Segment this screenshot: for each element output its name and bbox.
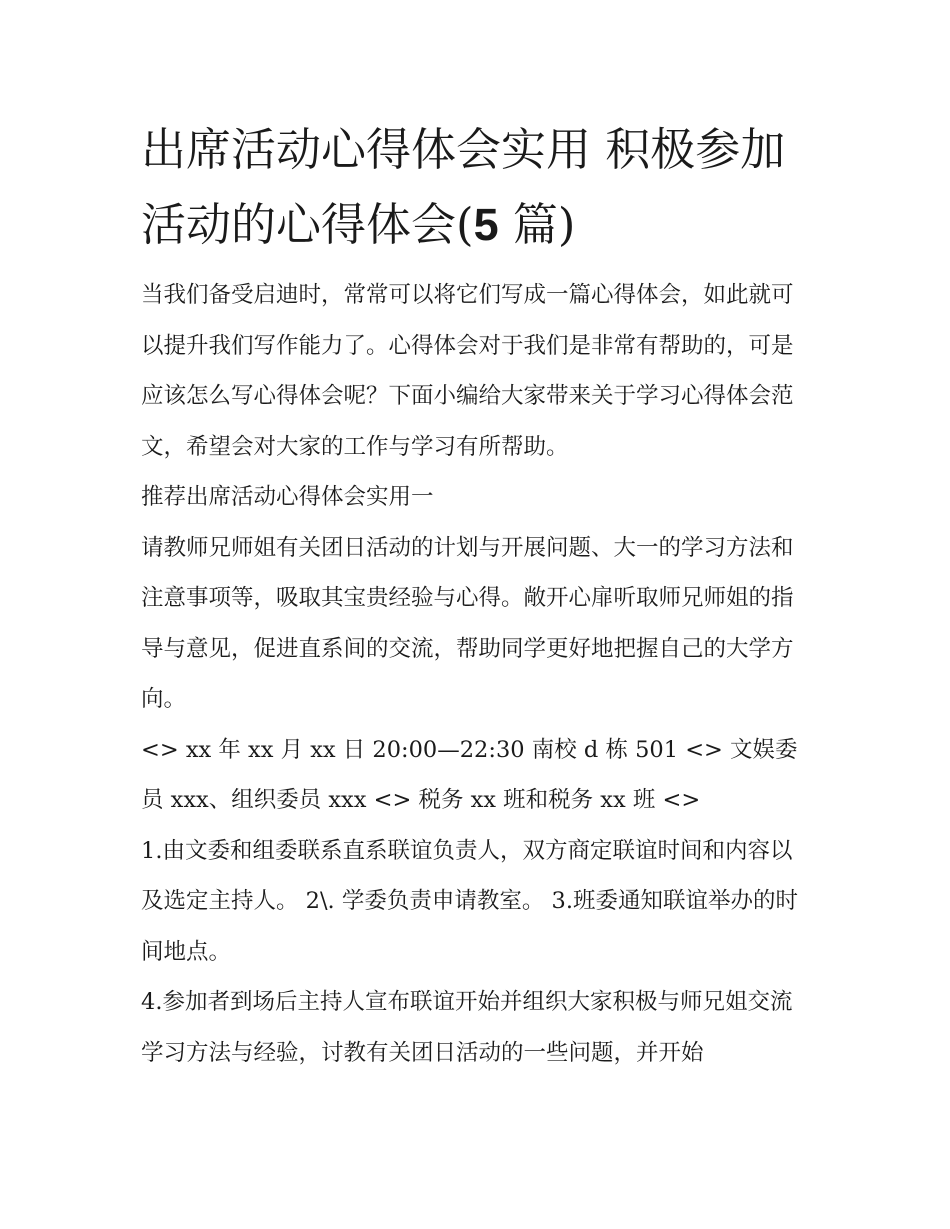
title-number: 5 <box>473 199 499 250</box>
paragraph-time-place: <> xx 年 xx 月 xx 日 20:00—22:30 南校 d 栋 501 <> 文娱委员 xxx、组织委员 xxx <> 税务 xx 班和税务 xx 班 <> <box>141 736 798 813</box>
paragraph-intro: 当我们备受启迪时，常常可以将它们写成一篇心得体会，如此就可以提升我们写作能力了。心得体会对于我们是非常有帮助的，可是应该怎么写心得体会呢？下面小编给大家带来关于学习心得体会范文，希望会对大家的工作与学习有所帮助。 <box>141 282 794 460</box>
document-page <box>141 112 813 1078</box>
paragraph-step-4: 4.参加者到场后主持人宣布联谊开始并组织大家积极与师兄姐交流学习方法与经验，讨教有关团日活动的一些问题，并开始 <box>141 989 793 1066</box>
document-body <box>141 270 813 1078</box>
paragraph-section-heading: 推荐出席活动心得体会实用一 <box>141 484 434 510</box>
title-text: 出席活动心得体会实用 积极参加活动的心得体会( <box>141 123 786 251</box>
title-suffix: 篇) <box>498 198 576 251</box>
document-title <box>141 112 813 262</box>
paragraph-purpose: 请教师兄师姐有关团日活动的计划与开展问题、大一的学习方法和注意事项等，吸取其宝贵经验与心得。敞开心扉听取师兄师姐的指导与意见，促进直系间的交流，帮助同学更好地把握自己的大学方向。 <box>141 534 794 712</box>
paragraph-steps-1-3: 1.由文委和组委联系直系联谊负责人，双方商定联谊时间和内容以及选定主持人。 2\. 学委负责申请教室。 3.班委通知联谊举办的时间地点。 <box>141 837 798 965</box>
